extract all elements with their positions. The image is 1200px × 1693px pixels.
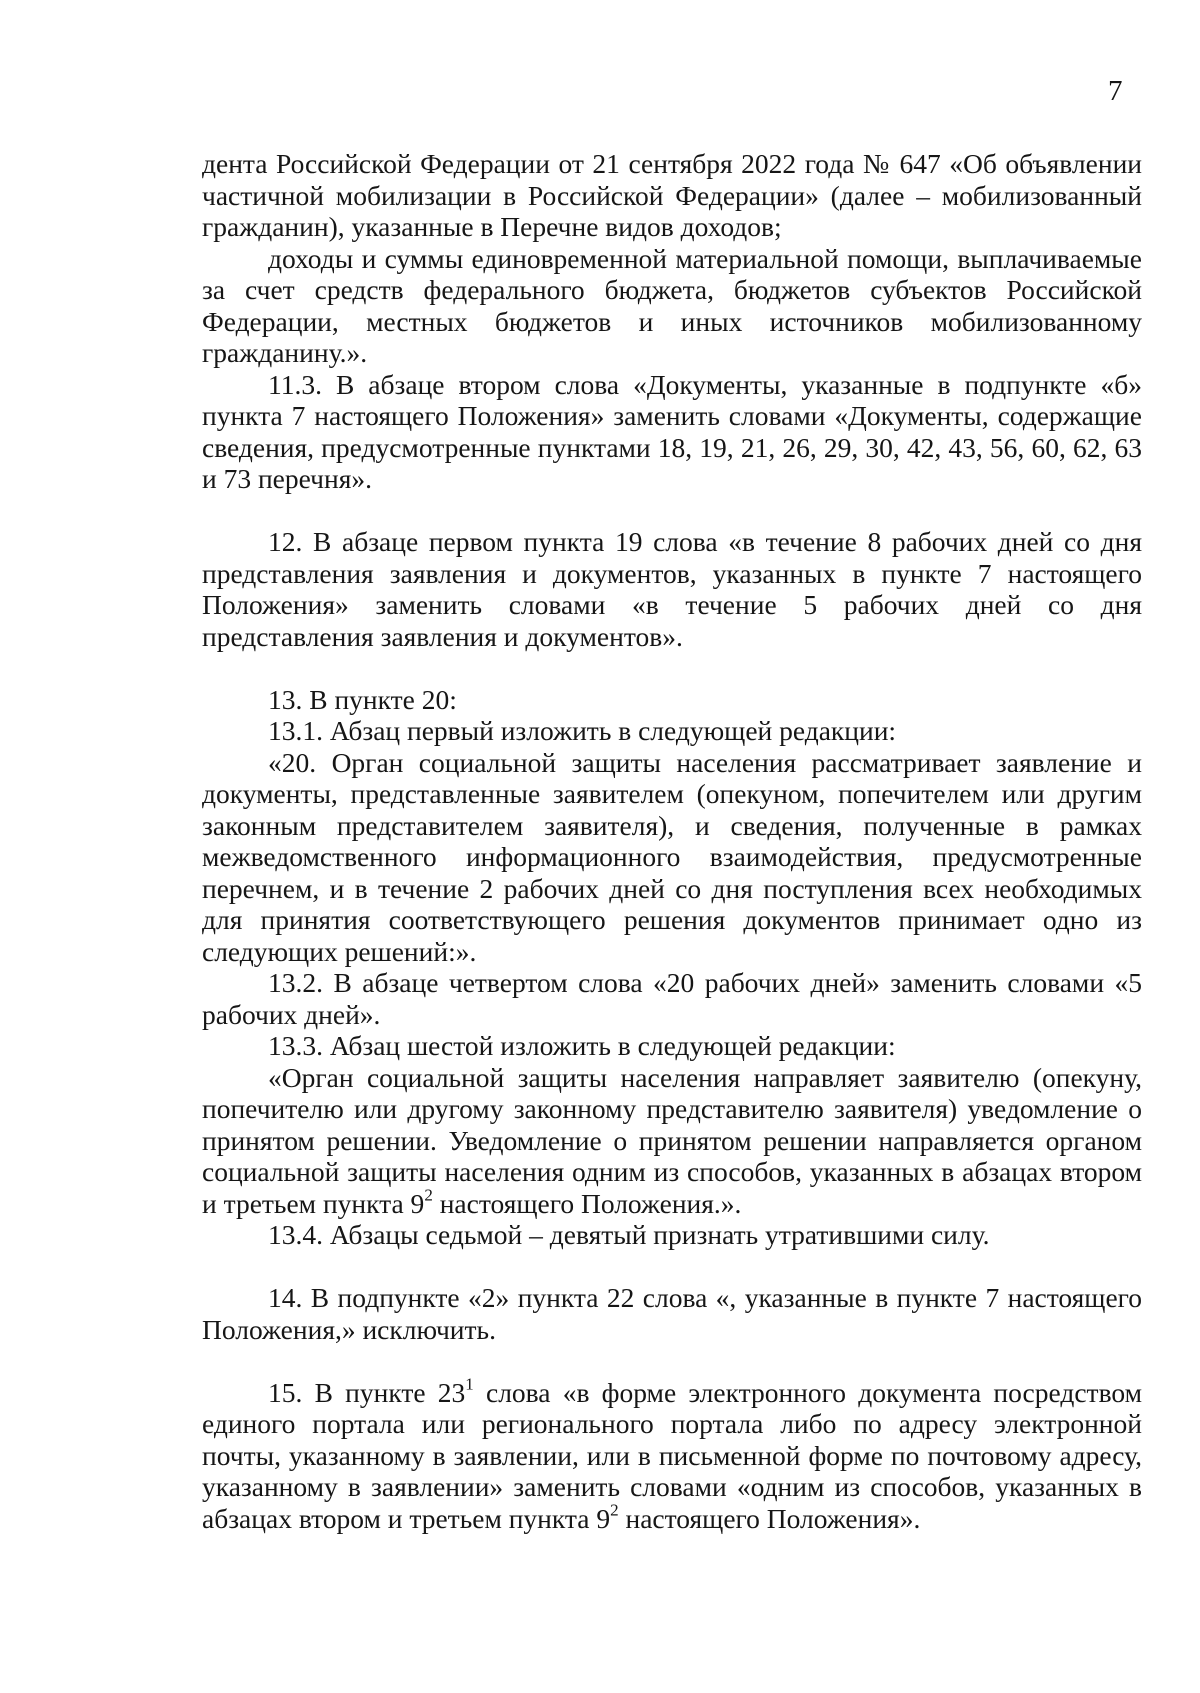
paragraph-13: 13. В пункте 20: <box>268 683 457 715</box>
paragraph-13-4: 13.4. Абзацы седьмой – девятый признать утратившими силу. <box>268 1219 990 1250</box>
paragraph-15 <box>202 1374 1142 1535</box>
superscript: 2 <box>424 1185 433 1205</box>
paragraph-15-mid: слова «в форме электронного документа посредством единого портала или регионального портала либо по адресу электронной почты, указанному в заявлении, или в письменной форме по почтовому адресу, указанному в заявлении» заменить словами «одним из способов, указанных в абзацах втором и третьем пункта 9 <box>202 1376 1142 1534</box>
superscript: 1 <box>465 1374 474 1394</box>
superscript: 2 <box>610 1500 619 1520</box>
document-body <box>202 148 1142 1534</box>
paragraph-13-3-quote-text: «Орган социальной защиты населения направляет заявителю (опекуну, попечителю или другому законному представителю заявителя) уведомление о принятом решении. Уведомление о принятом решении направляется органом социальной защиты населения одним из способов, указанных в абзацах втором и третьем пункта 9 <box>202 1061 1142 1219</box>
paragraph-13-3-quote-tail: настоящего Положения.». <box>432 1187 742 1219</box>
paragraph-14: 14. В подпункте «2» пункта 22 слова «, указанные в пункте 7 настоящего Положения,» исключить. <box>202 1282 1142 1345</box>
paragraph-15-tail: настоящего Положения». <box>618 1502 921 1534</box>
paragraph-11-3: 11.3. В абзаце втором слова «Документы, указанные в подпункте «б» пункта 7 настоящего Положения» заменить словами «Документы, содержащие сведения, предусмотренные пунктами 18, 19, 21, 26, 29, 30, 42, 43, 56, 60, 62, 63 и 73 перечня». <box>202 368 1142 494</box>
paragraph-13-1: 13.1. Абзац первый изложить в следующей редакции: <box>268 715 897 746</box>
page-number: 7 <box>1108 75 1123 107</box>
paragraph-15-text: 15. В пункте 23 <box>268 1376 466 1408</box>
paragraph-12: 12. В абзаце первом пункта 19 слова «в течение 8 рабочих дней со дня представления заявления и документов, указанных в пункте 7 настоящего Положения» заменить словами «в течение 5 рабочих дней со дня представления заявления и документов». <box>202 526 1142 652</box>
paragraph-13-2: 13.2. В абзаце четвертом слова «20 рабочих дней» заменить словами «5 рабочих дней». <box>202 967 1142 1030</box>
paragraph-13-3-quote <box>202 1062 1142 1220</box>
paragraph-13-3: 13.3. Абзац шестой изложить в следующей редакции: <box>268 1030 896 1061</box>
paragraph-continuation: дента Российской Федерации от 21 сентября 2022 года № 647 «Об объявлении частичной мобилизации в Российской Федерации» (далее – мобилизованный гражданин), указанные в Перечне видов доходов; <box>202 148 1142 242</box>
paragraph-income-list-item: доходы и суммы единовременной материальной помощи, выплачиваемые за счет средств федерального бюджета, бюджетов субъектов Российской Федерации, местных бюджетов и иных источников мобилизованному гражданину.». <box>202 242 1142 368</box>
paragraph-13-1-quote: «20. Орган социальной защиты населения рассматривает заявление и документы, представленные заявителем (опекуном, попечителем или другим законным представителем заявителя), и сведения, полученные в рамках межведомственного информационного взаимодействия, предусмотренные перечнем, и в течение 2 рабочих дней со дня поступления всех необходимых для принятия соответствующего решения документов принимает одно из следующих решений:». <box>202 746 1142 967</box>
